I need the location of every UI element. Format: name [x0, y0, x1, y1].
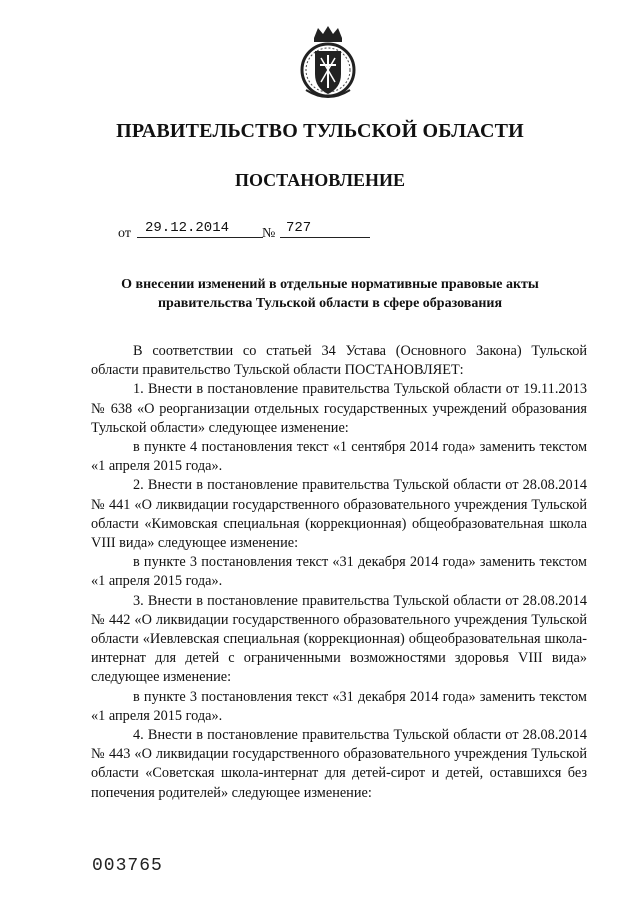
paragraph-item-3-change: в пункте 3 постановления текст «31 декабря 2014 года» заменить текстом «1 апреля 2015 года». [91, 688, 587, 724]
paragraph-item-3: 3. Внести в постановление правительства Тульской области от 28.08.2014 № 442 «О ликвидации государственного образовательного учреждения Тульской области «Иевлевская специальная (коррекционная) общеобразовательная школа-интернат для детей с ограниченными возможностями здоровья VIII вида» следующее изменение: [91, 592, 587, 686]
document-type: ПОСТАНОВЛЕНИЕ [234, 170, 406, 190]
paragraph-item-1: 1. Внести в постановление правительства Тульской области от 19.11.2013 № 638 «О реорганизации отдельных государственных учреждений образования Тульской области» следующее изменение: [91, 381, 587, 436]
document-subject: О внесении изменений в отдельные нормативные правовые акты правительства Тульской области в сфере образования [121, 277, 539, 311]
document-date: 29.12.2014 [137, 220, 263, 238]
document-body [91, 342, 587, 803]
paragraph-item-4: 4. Внести в постановление правительства Тульской области от 28.08.2014 № 443 «О ликвидации государственного образовательного учреждения Тульской области «Советская школа-интернат для детей-сирот и детей, оставшихся без попечения родителей» следующее изменение: [91, 727, 587, 801]
paragraph-item-2: 2. Внести в постановление правительства Тульской области от 28.08.2014 № 441 «О ликвидации государственного образовательного учреждения Тульской области «Кимовская специальная (коррекционная) общеобразовательная школа VIII вида» следующее изменение: [91, 477, 587, 552]
tula-coat-of-arms-icon [296, 24, 360, 100]
paragraph-item-2-change: в пункте 3 постановления текст «31 декабря 2014 года» заменить текстом «1 апреля 2015 года». [91, 554, 587, 590]
paragraph-preamble: В соответствии со статьей 34 Устава (Основного Закона) Тульской области правительство Тульской области ПОСТАНОВЛЯЕТ: [91, 343, 587, 379]
paragraph-item-1-change: в пункте 4 постановления текст «1 сентября 2014 года» заменить текстом «1 апреля 2015 года». [91, 439, 587, 475]
document-number: 727 [280, 220, 370, 238]
date-label: от [118, 226, 131, 241]
number-label: № [262, 226, 276, 241]
footer-serial-code: 003765 [92, 856, 163, 876]
government-title: ПРАВИТЕЛЬСТВО ТУЛЬСКОЙ ОБЛАСТИ [116, 120, 524, 142]
